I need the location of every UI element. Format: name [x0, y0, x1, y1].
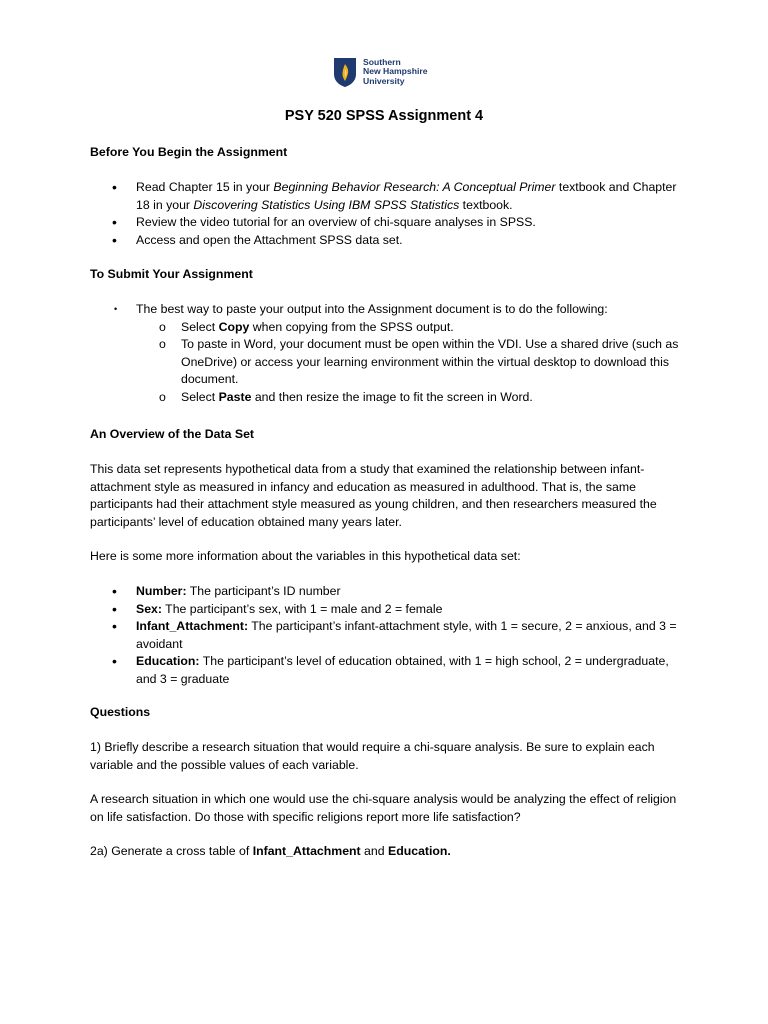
- question-2a-text: 2a) Generate a cross table of: [90, 844, 253, 858]
- variable-item: [90, 583, 690, 601]
- submit-sub-item-2: o To paste in Word, your document must be open within the VDI. Use a shared drive (such as OneDrive) or access your learning environment within the virtual desktop to download this document.: [136, 336, 690, 389]
- question-2a: [90, 843, 690, 861]
- shield-flame-icon: [333, 57, 357, 88]
- variable-name: Number:: [136, 584, 187, 598]
- answer-1: A research situation in which one would use the chi-square analysis would be analyzing the effect of religion on life satisfaction. Do those with specific religions report more life satisfaction?: [90, 792, 677, 824]
- submit-item-1-text: The best way to paste your output into the Assignment document is to do the following:: [136, 302, 608, 316]
- question-2a-and: and: [360, 844, 388, 858]
- variable-desc: The participant’s sex, with 1 = male and 2 = female: [161, 601, 443, 616]
- logo-line-3: University: [363, 75, 405, 86]
- questions-heading: Questions: [90, 705, 151, 719]
- textbook-title-2: Discovering Statistics Using IBM SPSS Statistics: [193, 197, 460, 212]
- submit-heading: To Submit Your Assignment: [90, 267, 253, 281]
- textbook-title-1: Beginning Behavior Research: A Conceptual Primer: [273, 180, 556, 194]
- logo-wordmark: [363, 58, 427, 86]
- submit-sub-3-text: Select: [181, 389, 219, 404]
- variable-desc: The participant’s infant-attachment style, with 1 = secure, 2 = anxious, and 3 = avoidant: [136, 619, 677, 651]
- variable-infant-attachment: Infant_Attachment: [252, 844, 361, 858]
- variable-item: [90, 618, 690, 653]
- submit-sub-item-3: [136, 389, 690, 407]
- before-heading: Before You Begin the Assignment: [90, 145, 288, 159]
- submit-sub-1-text: Select: [181, 319, 219, 334]
- submit-sub-3-text-2: and then resize the image to fit the screen in Word.: [251, 389, 533, 404]
- variable-education: Education.: [388, 844, 451, 858]
- submit-item-1: [90, 301, 690, 407]
- before-item-1-text-3: textbook.: [459, 197, 513, 212]
- variable-name: Sex:: [136, 601, 162, 616]
- submit-sub-item-1: [136, 319, 690, 337]
- before-item-3: • Access and open the Attachment SPSS data set.: [90, 232, 690, 250]
- submit-sub-1-text-2: when copying from the SPSS output.: [249, 319, 454, 334]
- variable-desc: The participant’s ID number: [186, 584, 341, 598]
- variable-item: [90, 601, 690, 619]
- overview-paragraph: This data set represents hypothetical data from a study that examined the relationship between infant-attachment style as measured in infancy and education as measured in adulthood. That is, the same participants had their attachment style measured as young children, and then researchers measured the participants’ level of education obtained many years later.: [90, 462, 657, 529]
- before-item-2: • Review the video tutorial for an overview of chi-square analyses in SPSS.: [90, 214, 690, 232]
- variable-item: [90, 653, 690, 688]
- document-title: PSY 520 SPSS Assignment 4: [284, 108, 484, 124]
- variables-intro: Here is some more information about the variables in this hypothetical data set:: [90, 549, 521, 563]
- paste-command: Paste: [218, 389, 252, 404]
- logo-line-2: New Hampshire: [363, 66, 428, 77]
- variable-name: Education:: [136, 654, 200, 669]
- question-1: 1) Briefly describe a research situation that would require a chi-square analysis. Be sure to explain each variable and the possible values of each variable.: [90, 740, 655, 772]
- before-list: [90, 179, 690, 249]
- variables-list: [90, 583, 690, 689]
- before-item-1: [90, 179, 690, 214]
- copy-command: Copy: [218, 319, 250, 334]
- overview-heading: An Overview of the Data Set: [90, 427, 255, 441]
- submit-sublist: [136, 319, 690, 407]
- variable-name: Infant_Attachment:: [136, 619, 249, 634]
- before-item-1-text: Read Chapter 15 in your: [136, 180, 274, 194]
- variable-desc: The participant’s level of education obtained, with 1 = high school, 2 = undergraduate, and 3 = graduate: [136, 654, 669, 686]
- logo-line-1: Southern: [363, 57, 401, 68]
- university-logo: [333, 56, 427, 88]
- before-item-1-text-2: textbook and Chapter 18 in your: [136, 180, 677, 212]
- submit-list: [90, 301, 690, 407]
